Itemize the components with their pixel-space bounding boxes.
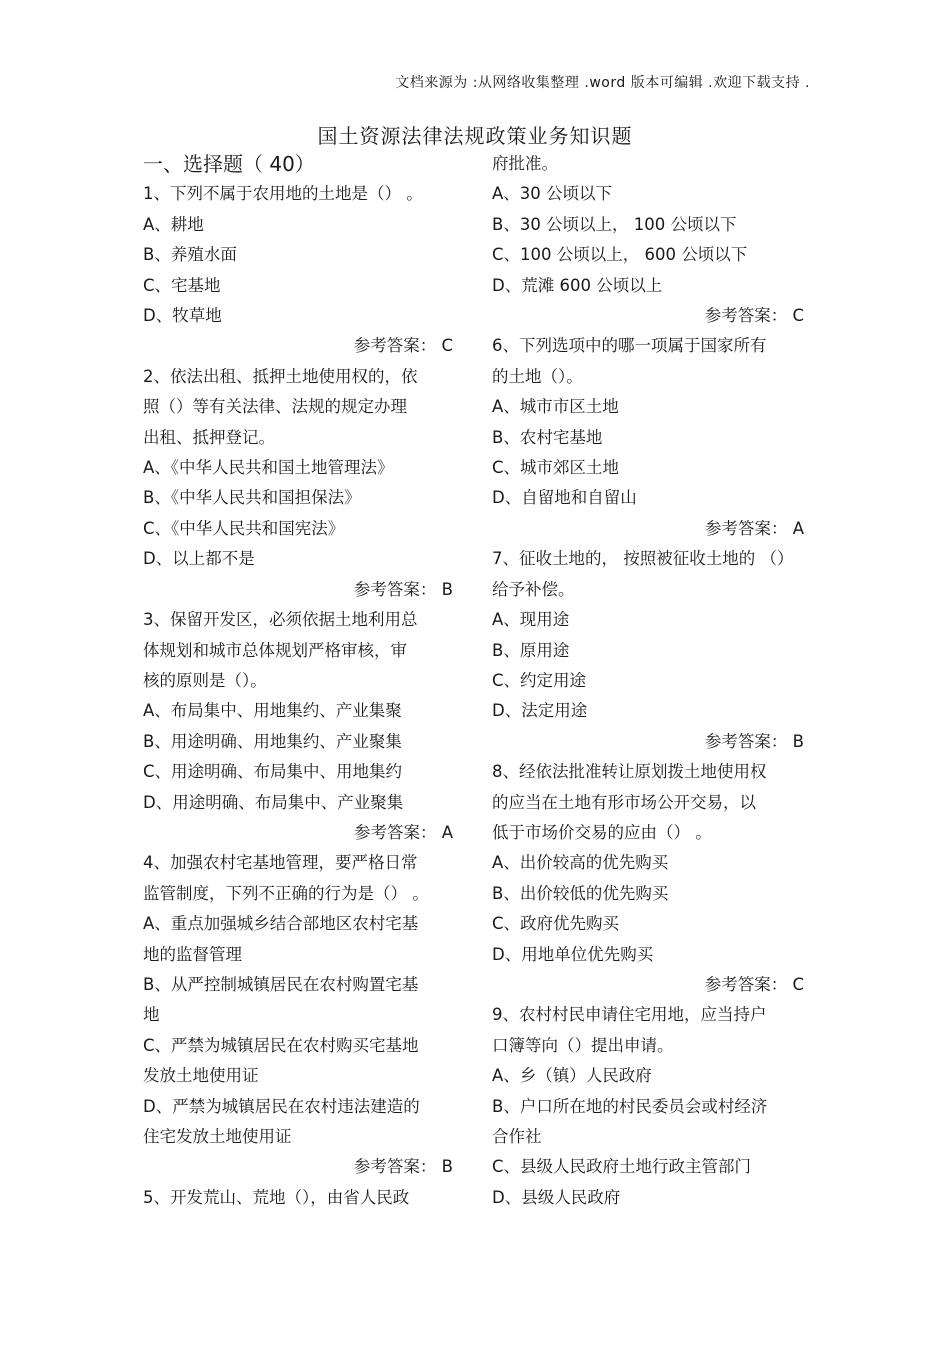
question-text-line: D、用地单位优先购买 (492, 944, 654, 964)
question-text-line: 府批准。 (492, 154, 558, 173)
question-text-line: 低于市场价交易的应由（） 。 (492, 822, 712, 842)
question-text-line: C、严禁为城镇居民在农村购买宅基地 (143, 1035, 419, 1055)
question-text-line: 发放土地使用证 (143, 1066, 259, 1086)
reference-answer: 参考答案： A (704, 518, 804, 538)
question-text-line: D、以上都不是 (143, 549, 255, 569)
question-text-line: B、原用途 (492, 640, 570, 660)
question-text-line: 的土地（）。 (492, 366, 583, 386)
header-note: 文档来源为 :从网络收集整理 .word 版本可编辑 .欢迎下载支持 . (395, 75, 810, 91)
reference-answer: 参考答案： A (353, 822, 453, 842)
question-text-line: 核的原则是（）。 (143, 670, 267, 690)
question-text-line: D、牧草地 (143, 306, 222, 326)
question-text-line: D、县级人民政府 (492, 1187, 621, 1207)
document-title: 国土资源法律法规政策业务知识题 (317, 124, 633, 148)
question-text-line: B、农村宅基地 (492, 427, 603, 447)
question-text-line: 出租、抵押登记。 (143, 427, 275, 447)
question-text-line: C、政府优先购买 (492, 914, 620, 934)
question-text-line: 8、经依法批准转让原划拨土地使用权 (492, 762, 767, 782)
question-text-line: 住宅发放土地使用证 (143, 1127, 292, 1146)
reference-answer: 参考答案： C (704, 306, 804, 326)
question-text-line: A、30 公顷以下 (492, 184, 613, 204)
question-text-line: 5、开发荒山、荒地（），由省人民政 (143, 1187, 410, 1207)
question-text-line: 6、下列选项中的哪一项属于国家所有 (492, 336, 767, 356)
question-text-line: 照（）等有关法律、法规的规定办理 (143, 397, 407, 417)
question-text-line: 9、农村村民申请住宅用地，应当持户 (492, 1005, 767, 1025)
question-text-line: B、养殖水面 (143, 245, 237, 265)
question-text-line: A、《中华人民共和国土地管理法》 (143, 458, 394, 478)
right-column (492, 149, 804, 1213)
question-text-line: D、用途明确、布局集中、产业聚集 (143, 792, 404, 812)
question-text-line: 7、征收土地的， 按照被征收土地的 （） (492, 549, 794, 569)
section-heading: 一、选择题（ 40） (143, 152, 315, 176)
question-text-line: B、出价较低的优先购买 (492, 883, 669, 903)
question-text-line: D、法定用途 (492, 701, 588, 721)
question-text-line: B、用途明确、用地集约、产业聚集 (143, 731, 402, 751)
question-text-line: C、约定用途 (492, 670, 587, 690)
question-text-line: B、从严控制城镇居民在农村购置宅基 (143, 974, 419, 994)
question-text-line: A、重点加强城乡结合部地区农村宅基 (143, 914, 419, 934)
reference-answer: 参考答案： B (353, 579, 453, 599)
question-text-line: A、出价较高的优先购买 (492, 853, 669, 873)
question-text-line: C、用途明确、布局集中、用地集约 (143, 762, 403, 782)
question-text-line: 监管制度，下列不正确的行为是（） 。 (143, 883, 429, 903)
question-text-line: A、城市市区土地 (492, 397, 619, 417)
question-text-line: 1、下列不属于农用地的土地是（） 。 (143, 184, 423, 204)
question-text-line: C、《中华人民共和国宪法》 (143, 518, 345, 538)
question-text-line: 4、加强农村宅基地管理，要严格日常 (143, 853, 418, 873)
question-text-line: C、城市郊区土地 (492, 458, 620, 478)
left-column (143, 149, 453, 1213)
question-text-line: C、县级人民政府土地行政主管部门 (492, 1157, 752, 1177)
question-text-line: C、宅基地 (143, 275, 221, 295)
question-text-line: 2、依法出租、抵押土地使用权的，依 (143, 366, 418, 386)
question-text-line: D、自留地和自留山 (492, 488, 637, 508)
question-text-line: A、耕地 (143, 214, 204, 234)
question-text-line: 3、保留开发区，必须依据土地利用总 (143, 610, 418, 630)
reference-answer: 参考答案： C (353, 336, 453, 356)
question-text-line: B、户口所在地的村民委员会或村经济 (492, 1096, 768, 1116)
question-text-line: D、荒滩 600 公顷以上 (492, 275, 663, 295)
question-text-line: 地 (143, 1005, 160, 1025)
question-text-line: 的应当在土地有形市场公开交易，以 (492, 792, 756, 812)
question-text-line: A、现用途 (492, 610, 570, 630)
question-text-line: 地的监督管理 (143, 944, 242, 964)
question-text-line: D、严禁为城镇居民在农村违法建造的 (143, 1096, 420, 1116)
question-text-line: A、布局集中、用地集约、产业集聚 (143, 701, 402, 721)
reference-answer: 参考答案： C (704, 974, 804, 994)
reference-answer: 参考答案： B (353, 1157, 453, 1177)
question-text-line: B、30 公顷以上， 100 公顷以下 (492, 214, 737, 234)
question-text-line: 合作社 (492, 1127, 542, 1146)
question-text-line: B、《中华人民共和国担保法》 (143, 488, 361, 508)
question-text-line: C、100 公顷以上， 600 公顷以下 (492, 245, 748, 265)
question-text-line: A、乡（镇）人民政府 (492, 1066, 652, 1086)
question-text-line: 口簿等向（）提出申请。 (492, 1035, 674, 1055)
reference-answer: 参考答案： B (704, 731, 804, 751)
question-text-line: 给予补偿。 (492, 579, 575, 599)
question-text-line: 体规划和城市总体规划严格审核，审 (143, 640, 407, 660)
